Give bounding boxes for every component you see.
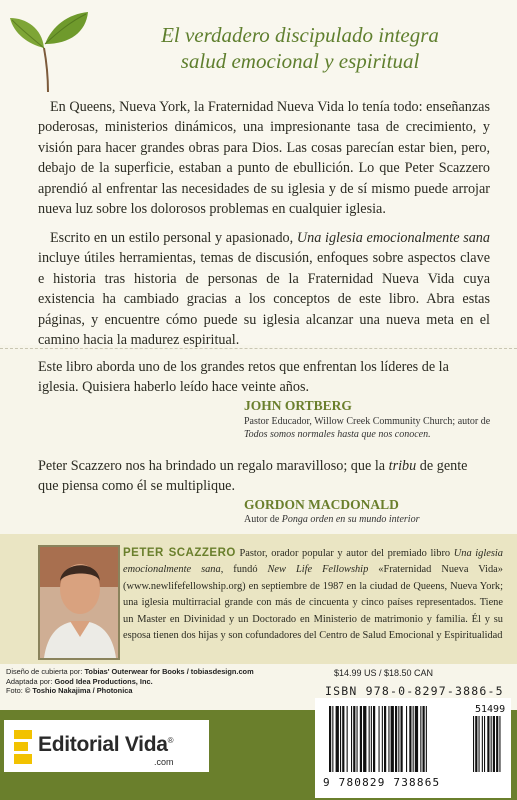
barcode-bars-icon	[325, 702, 509, 776]
barcode	[315, 698, 511, 798]
barcode-number: 9 780829 738865	[323, 776, 441, 789]
section-divider	[0, 348, 517, 349]
publisher-mark-icon	[14, 730, 32, 764]
bio-book-title: Una iglesia emocionalmente sana	[123, 548, 503, 576]
author-photo	[38, 545, 120, 660]
sprout-leaves-icon	[8, 4, 90, 92]
bio-church-name: New Life Fellowship	[267, 564, 369, 576]
bio-text-2: , fundó	[220, 564, 268, 576]
credit-adapted	[6, 677, 254, 687]
tagline-line-2: salud emocional y espiritual	[180, 49, 420, 73]
credit-design-label: Diseño de cubierta por:	[6, 667, 85, 676]
bio-text-3: «Fraternidad Nueva Vida» (www.newlifefellowship.org) en septiembre de 1987 en la ciudad de Queens, Nueva York; una iglesia multirracial grande con más de cincuenta y cinco países representados. Tiene un Master en Divinidad y un Doctorado en Ministerio de matrimonio y familia. Él y su esposa tienen dos hijas y son cofundadores del Centro de Salud Emocional y Espiritualidad	[123, 564, 503, 642]
price-label: $14.99 US / $18.50 CAN	[334, 668, 434, 678]
cover-credits	[6, 667, 254, 696]
endorsement-quote-1: Este libro aborda uno de los grandes retos que enfrentan los líderes de la iglesia. Quisiera haberlo leído hace veinte años.	[38, 359, 449, 396]
endorsement-quote-2	[38, 456, 490, 497]
author-name: PETER SCAZZERO	[123, 547, 236, 559]
publisher-logo	[4, 720, 209, 772]
endorser-book-1: Todos somos normales hasta que nos conocen.	[244, 429, 431, 440]
endorser-role-1: Pastor Educador, Willow Creek Community Church; autor de	[244, 416, 491, 427]
synopsis-paragraph-1: En Queens, Nueva York, la Fraternidad Nueva Vida lo tenía todo: enseñanzas poderosas, ministerios dinámicos, una impresionante tasa de crecimiento, y visión para hacer grandes obras para Dios. Las cosas parecían estar bien, pero, debajo de la superficie, estaban a punto de ebullición. Lo que Peter Scazzero aprendió al enfrentar las necesidades de su iglesia y de sí mismo puede arrojar nueva luz sobre los dolorosos problemas en cualquier iglesia.	[38, 99, 490, 218]
q2-emphasis: tribu	[388, 458, 417, 474]
endorser-book-2: Ponga orden en su mundo interior	[281, 514, 420, 525]
author-bio	[123, 545, 503, 644]
tagline-heading	[100, 22, 500, 74]
publisher-name-a: Editorial	[38, 733, 125, 756]
publisher-suffix: .com	[154, 757, 174, 767]
p2-text-end: incluye útiles herramientas, temas de discusión, enfoques sobre aspectos clave e historia tras historia de personas de la Fraternidad Nueva Vida cuya existencia ha cambiado gracias a los conceptos de este libro. Abra estas páginas, y encuentre cómo puede su iglesia alcanzar una nueva meta en el camino hacia la madurez espiritual.	[38, 250, 490, 349]
credit-adapted-value: Good Idea Productions, Inc.	[54, 676, 153, 686]
p2-book-title: Una iglesia emocionalmente sana	[296, 230, 490, 246]
credit-design	[6, 667, 254, 677]
publisher-name	[38, 733, 173, 757]
credit-photo-label: Foto:	[6, 686, 25, 696]
publisher-reg-mark: ®	[167, 736, 174, 745]
q2-text-end: de gente que piensa como él se multiplique.	[38, 458, 468, 495]
credit-photo	[6, 686, 254, 696]
synopsis-paragraph-2	[38, 228, 490, 350]
q2-text-start: Peter Scazzero nos ha brindado un regalo maravilloso; que la	[38, 458, 389, 474]
isbn-label: ISBN 978-0-8297-3886-5	[325, 684, 504, 698]
credit-adapted-label: Adaptada por:	[6, 676, 55, 686]
credit-design-value: Tobias' Outerwear for Books / tobiasdesign.com	[84, 667, 254, 676]
endorser-title-1	[244, 415, 494, 441]
endorser-prefix-2: Autor de	[244, 514, 282, 525]
endorser-name-1: JOHN ORTBERG	[244, 398, 352, 413]
bio-text-1: Pastor, orador popular y autor del premiado libro	[235, 548, 454, 559]
credit-photo-value: © Toshio Nakajima / Photonica	[24, 686, 133, 696]
barcode-addon-number: 51499	[475, 704, 506, 715]
endorser-name-2: GORDON MACDONALD	[244, 497, 399, 512]
publisher-name-b: Vida	[124, 733, 168, 756]
tagline-line-1: El verdadero discipulado integra	[161, 23, 439, 47]
p2-text-start: Escrito en un estilo personal y apasionado,	[50, 230, 297, 246]
endorser-title-2	[244, 514, 419, 525]
